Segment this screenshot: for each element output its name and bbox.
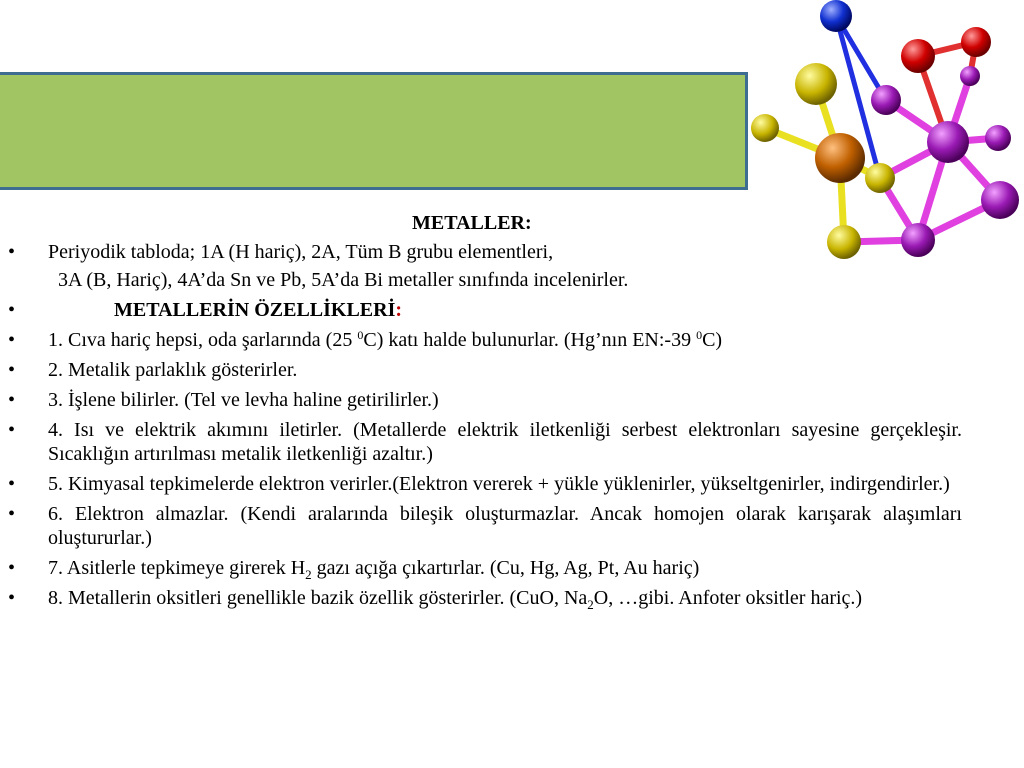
bullet-icon: •: [8, 557, 16, 579]
slide-title: METALLER:: [412, 212, 532, 234]
bullet-icon: •: [8, 419, 16, 441]
title-banner: [0, 72, 748, 190]
list-item: • 4. Isı ve elektrik akımını iletirler. (Metallerde elektrik iletkenliği serbest elektronları sayesine gerçekleşir. Sıcaklığın artırılması metalik iletkenliği azaltır.): [8, 419, 962, 465]
section-heading: METALLERİN ÖZELLİKLERİ: [114, 299, 396, 321]
bullet-list: [8, 240, 962, 616]
list-item: • Periyodik tabloda; 1A (H hariç), 2A, Tüm B grubu elementleri,: [8, 241, 554, 263]
bullet-icon: •: [8, 299, 16, 321]
bullet-icon: •: [8, 359, 16, 381]
list-item-continuation: 3A (B, Hariç), 4A’da Sn ve Pb, 5A’da Bi metaller sınıfında incelenirler.: [58, 269, 629, 291]
list-item: • 6. Elektron almazlar. (Kendi aralarında bileşik oluşturmazlar. Ancak homojen olarak karışarak alaşımları oluştururlar.): [8, 503, 962, 549]
list-item: • 1. Cıva hariç hepsi, oda şarlarında (25 $^0$C) katı halde bulunurlar. (Hg’nın EN:-39 $^0$C): [8, 328, 723, 351]
list-item: • 8. Metallerin oksitleri genellikle bazik özellik gösterirler. (CuO, $Na_2O$, …gibi. Anfoter oksitler hariç.): [8, 587, 863, 612]
list-item: • 5. Kimyasal tepkimelerde elektron verirler.(Elektron vererek + yükle yüklenirler, yükseltgenirler, indirgendirler.): [8, 473, 950, 495]
bullet-icon: •: [8, 241, 16, 263]
bullet-icon: •: [8, 329, 16, 351]
list-item: • 2. Metalik parlaklık gösterirler.: [8, 359, 298, 381]
bullet-icon: •: [8, 503, 16, 525]
bullet-icon: •: [8, 473, 16, 495]
bullet-icon: •: [8, 587, 16, 609]
list-item: • 7. Asitlerle tepkimeye girerek $H_2$ gazı açığa çıkartırlar. (Cu, Hg, Ag, Pt, Au hariç): [8, 557, 700, 582]
list-item: • METALLERİN ÖZELLİKLERİ:: [8, 299, 403, 321]
list-item: • 3. İşlene bilirler. (Tel ve levha haline getirilirler.): [8, 389, 439, 411]
bullet-icon: •: [8, 389, 16, 411]
molecule-model-icon: [740, 0, 1024, 272]
